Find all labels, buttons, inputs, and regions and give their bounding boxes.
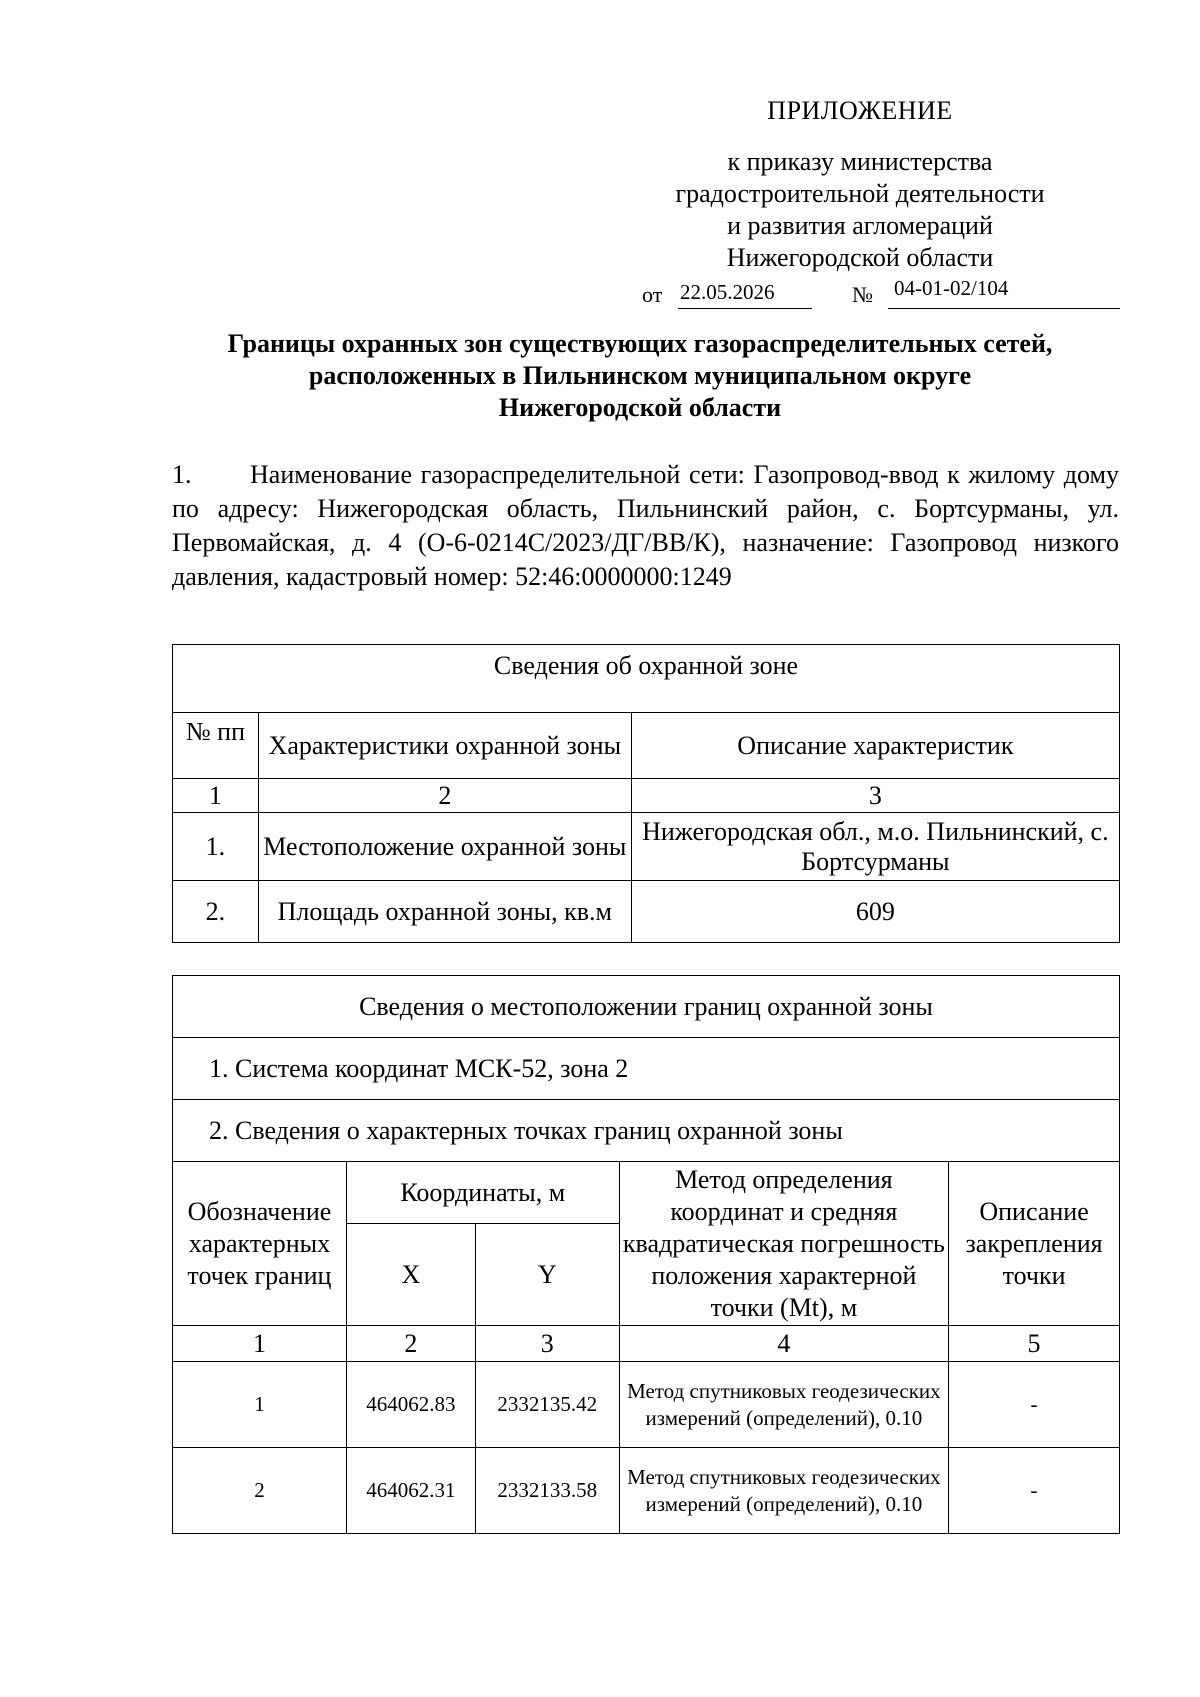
document-title — [140, 328, 1140, 424]
point-x: 464062.83 — [346, 1362, 475, 1448]
header-line: и развития агломераций — [727, 211, 993, 240]
x-header: X — [346, 1224, 475, 1326]
zone-info-table — [172, 644, 1120, 943]
header-line: к приказу министерства — [727, 147, 993, 176]
point-x: 464062.31 — [346, 1448, 475, 1534]
point-id: 1 — [173, 1362, 347, 1448]
title-line: расположенных в Пильнинском муниципальном округе — [308, 361, 972, 390]
column-number: 1 — [173, 1326, 347, 1362]
column-number: 1 — [173, 779, 259, 813]
table-cell: Нижегородская обл., м.о. Пильнинский, с. Бортсурманы — [631, 813, 1119, 881]
points-caption: 2. Сведения о характерных точках границ охранной зоны — [173, 1100, 1120, 1162]
column-header: Характеристики охранной зоны — [258, 713, 631, 779]
point-method: Метод спутниковых геодезических измерений (определений), 0.10 — [619, 1448, 948, 1534]
point-y: 2332133.58 — [475, 1448, 619, 1534]
fixing-header: Описание закрепления точки — [949, 1162, 1120, 1326]
column-header: Описание характеристик — [631, 713, 1119, 779]
table-row — [173, 1362, 1120, 1448]
table-row — [173, 813, 1120, 881]
y-header: Y — [475, 1224, 619, 1326]
column-number: 2 — [258, 779, 631, 813]
table-cell: Площадь охранной зоны, кв.м — [258, 881, 631, 943]
header-line: Нижегородской области — [726, 243, 994, 272]
order-date: 22.05.2026 — [680, 280, 775, 304]
appendix-header — [600, 96, 1120, 274]
number-label: № — [852, 282, 873, 307]
designation-header: Обозначение характерных точек границ — [173, 1162, 347, 1326]
zone-table-caption: Сведения об охранной зоне — [173, 645, 1120, 713]
table-cell: Местоположение охранной зоны — [258, 813, 631, 881]
table-cell: 2. — [173, 881, 259, 943]
column-number: 3 — [475, 1326, 619, 1362]
network-description — [172, 458, 1119, 594]
point-id: 2 — [173, 1448, 347, 1534]
column-header: № пп — [173, 713, 259, 779]
table-row — [173, 1448, 1120, 1534]
point-fixing: - — [949, 1362, 1120, 1448]
column-number: 2 — [346, 1326, 475, 1362]
order-number: 04-01-02/104 — [894, 276, 1009, 300]
table-cell: 1. — [173, 813, 259, 881]
title-line: Границы охранных зон существующих газораспределительных сетей, — [227, 329, 1053, 358]
column-number: 4 — [619, 1326, 948, 1362]
date-label: от — [642, 282, 663, 307]
point-fixing: - — [949, 1448, 1120, 1534]
title-line: Нижегородской области — [498, 393, 782, 422]
coords-table-caption: Сведения о местоположении границ охранной зоны — [173, 976, 1120, 1038]
column-number: 5 — [949, 1326, 1120, 1362]
boundary-coordinates-table — [172, 975, 1120, 1534]
table-cell: 609 — [631, 881, 1119, 943]
coordinate-system: 1. Система координат МСК-52, зона 2 — [173, 1038, 1120, 1100]
point-method: Метод спутниковых геодезических измерений (определений), 0.10 — [619, 1362, 948, 1448]
coordinates-header: Координаты, м — [346, 1162, 619, 1224]
table-row — [173, 881, 1120, 943]
method-header: Метод определения координат и средняя квадратическая погрешность положения характерной точки (Mt), м — [619, 1162, 948, 1326]
appendix-title: ПРИЛОЖЕНИЕ — [767, 96, 953, 125]
column-number: 3 — [631, 779, 1119, 813]
point-y: 2332135.42 — [475, 1362, 619, 1448]
header-line: градостроительной деятельности — [675, 179, 1045, 208]
paragraph-number: 1. — [172, 460, 192, 489]
paragraph-text: Наименование газораспределительной сети: Газопровод-ввод к жилому дому по адресу: Нижегородская область, Пильнинский район, с. Бортсурманы, ул. Первомайская, д. 4 (О-6-0214С/2023/ДГ/ВВ/К), назначение: Газопровод низкого давления, кадастровый номер: 52:46:0000000:1249 — [172, 460, 1119, 591]
